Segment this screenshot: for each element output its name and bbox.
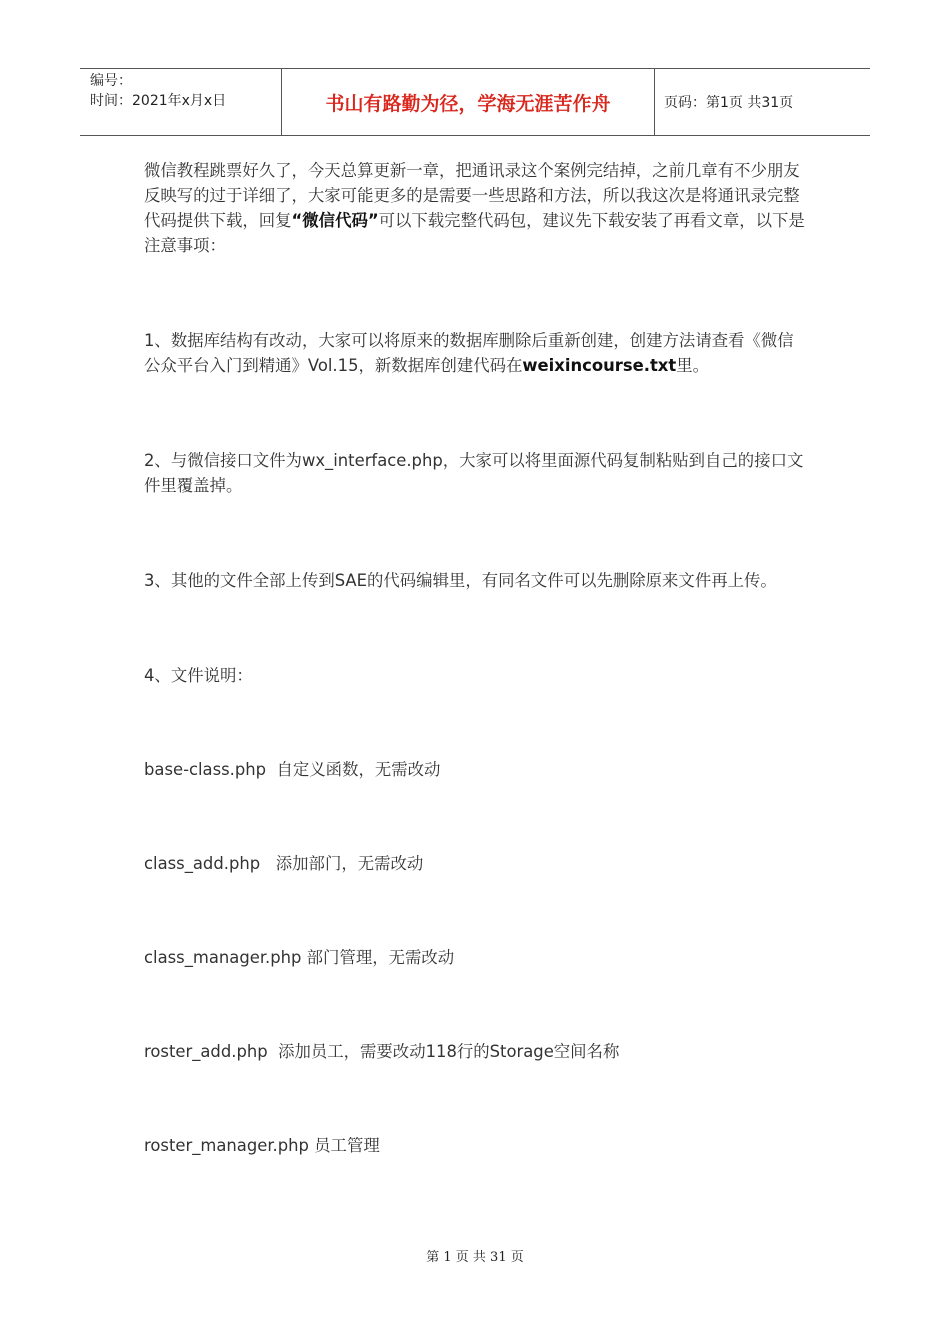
document-number: 编号： [90, 73, 132, 89]
note-1-tail: 里。 [676, 356, 709, 375]
page-header [80, 68, 870, 136]
intro-paragraph [144, 158, 809, 258]
file-item: base-class.php 自定义函数，无需改动 [144, 760, 441, 779]
note-4: 4、文件说明： [144, 666, 253, 685]
header-motto: 书山有路勤为径，学海无涯苦作舟 [282, 69, 655, 135]
intro-text-tail: 可以下载完整代码包，建议先下载安装了再看文章，以下是注意事项： [144, 211, 805, 255]
file-item: roster_manager.php 员工管理 [144, 1136, 380, 1155]
note-3: 3、其他的文件全部上传到SAE的代码编辑里，有同名文件可以先删除原来文件再上传。 [144, 571, 777, 590]
note-2: 2、与微信接口文件为wx_interface.php，大家可以将里面源代码复制粘贴到自己的接口文件里覆盖掉。 [144, 451, 804, 495]
document-body [144, 158, 809, 1158]
header-page-info: 页码：第1页 共31页 [664, 95, 794, 111]
intro-bold-keyword: “微信代码” [291, 211, 379, 230]
document-date: 时间：2021年x月x日 [90, 93, 227, 109]
page-footer: 第 1 页 共 31 页 [426, 1250, 524, 1265]
file-item: class_add.php 添加部门，无需改动 [144, 854, 424, 873]
intro-text: 微信教程跳票好久了，今天总算更新一章，把通讯录这个案例完结掉，之前几章有不少朋友反映写的过于详细了，大家可能更多的是需要一些思路和方法，所以我这次是将通讯录完整代码提供下载，回复 [144, 161, 800, 230]
header-meta [80, 69, 282, 135]
note-1 [144, 328, 809, 378]
note-1-filename: weixincourse.txt [522, 356, 677, 375]
file-item: class_manager.php 部门管理，无需改动 [144, 948, 455, 967]
file-item: roster_add.php 添加员工，需要改动118行的Storage空间名称 [144, 1042, 620, 1061]
note-1-text: 1、数据库结构有改动，大家可以将原来的数据库删除后重新创建，创建方法请查看《微信公众平台入门到精通》Vol.15，新数据库创建代码在 [144, 331, 794, 375]
